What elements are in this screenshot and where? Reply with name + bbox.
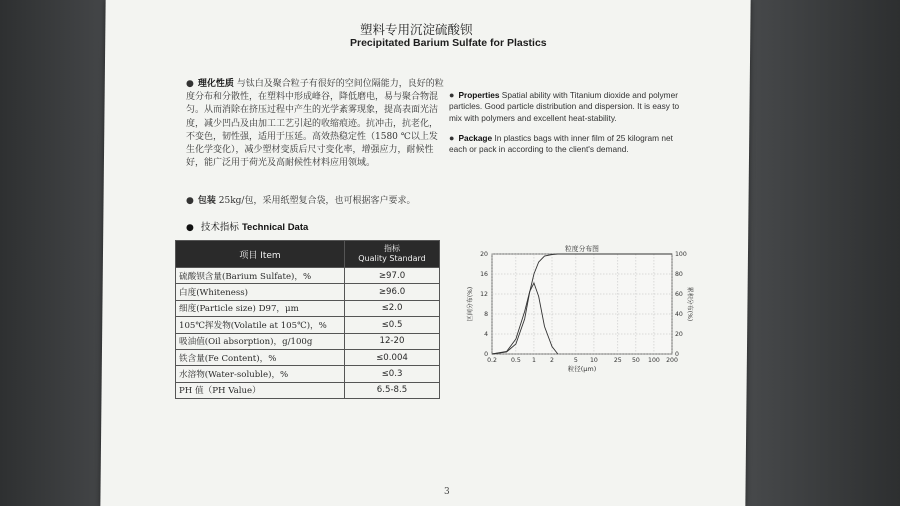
title-english: Precipitated Barium Sulfate for Plastics — [350, 37, 547, 49]
technical-data-table — [175, 240, 440, 399]
plot-area — [492, 254, 672, 354]
y-right-tick-label: 20 — [675, 331, 683, 338]
spec-name: 硫酸钡含量(Barium Sulfate)，% — [176, 268, 345, 284]
properties-chinese — [186, 78, 444, 170]
package-chinese — [186, 193, 415, 206]
x-tick-label: 1 — [531, 357, 536, 364]
bullet-icon: ● — [186, 223, 194, 233]
y-right-axis-label: 累积分布(%) — [686, 286, 693, 322]
y-left-tick-label: 12 — [480, 291, 488, 298]
bullet-icon: ● — [449, 132, 455, 143]
table-header-standard — [345, 241, 440, 268]
properties-cn-label: 理化性质 — [197, 79, 234, 89]
x-tick-label: 0.5 — [510, 357, 521, 364]
y-right-tick-label: 100 — [675, 251, 687, 258]
spec-value: ≥97.0 — [345, 268, 440, 284]
spec-name: 铁含量(Fe Content)，% — [176, 349, 345, 365]
table-header-item: 项目 Item — [176, 241, 345, 268]
spec-value: ≥96.0 — [345, 284, 440, 300]
english-block — [449, 90, 689, 155]
table-row — [176, 333, 440, 349]
bullet-icon: ● — [449, 90, 455, 100]
table-row — [176, 366, 440, 382]
spec-value: ≤2.0 — [345, 300, 440, 316]
package-en-label: Package — [458, 132, 493, 143]
spec-name: 105℃挥发物(Volatile at 105℃)，% — [176, 317, 345, 333]
properties-english — [449, 90, 689, 124]
spec-name: 细度(Particle size) D97，μm — [176, 300, 345, 316]
y-left-tick-label: 8 — [484, 311, 488, 318]
spec-name: PH 值（PH Value） — [176, 382, 345, 398]
properties-en-label: Properties — [458, 90, 500, 100]
x-tick-label: 2 — [550, 357, 554, 364]
spec-name: 白度(Whiteness) — [176, 284, 345, 300]
properties-cn-text: 与钛白及聚合粒子有很好的空间位隔能力，良好的粒度分布和分散性，在塑料中形成峰谷，降低磨电，易与聚合物混匀。从而消除在挤压过程中产生的光学紊雾现象，提高表面光洁度，减少凹凸及由加工工艺引起的收缩痕迹。抗冲击，抗老化，不变色，韧性强，适用于压延。高效热稳定性（1580 ℃以上发生化学变化），减少塑材变质后尺寸变化率，增强应力，耐候性好，能广泛用于荷光及高耐候性材料应用领域。 — [186, 79, 444, 169]
tech-label-cn: 技术指标 — [200, 222, 239, 233]
package-en-text: In plastics bags with inner film of 25 kilogram net each or pack in according to the client's demand. — [449, 132, 673, 155]
y-left-tick-label: 20 — [480, 251, 488, 258]
spec-value: ≤0.5 — [345, 317, 440, 333]
bullet-icon: ● — [186, 196, 194, 206]
table-row — [176, 349, 440, 365]
spec-value: ≤0.3 — [345, 366, 440, 382]
page-number: 3 — [444, 487, 450, 497]
x-tick-label: 5 — [573, 357, 578, 364]
spec-name: 水溶物(Water-soluble)，% — [176, 366, 345, 382]
x-tick-label: 50 — [631, 357, 640, 364]
table-row — [176, 300, 440, 316]
y-right-tick-label: 40 — [675, 311, 683, 318]
spec-value: 6.5-8.5 — [345, 382, 440, 398]
table-row — [176, 317, 440, 333]
chart-title: 粒度分布图 — [565, 245, 599, 253]
technical-data-heading — [186, 219, 308, 233]
table-row — [176, 382, 440, 398]
spec-value: ≤0.004 — [345, 349, 440, 365]
spec-value: 12-20 — [345, 333, 440, 349]
package-english — [449, 133, 689, 156]
y-right-tick-label: 80 — [675, 271, 683, 278]
spec-name: 吸油值(Oil absorption)，g/100g — [176, 333, 345, 349]
table-row — [176, 284, 440, 300]
y-left-tick-label: 4 — [484, 331, 488, 338]
properties-en-text: Spatial ability with Titanium dioxide and polymer particles. Good particle distribution and dispersion. It is easy to mix with polymers and excellent heat-stability. — [449, 90, 680, 123]
package-cn-text: 25kg/包，采用纸塑复合袋，也可根据客户要求。 — [218, 196, 416, 206]
x-tick-label: 0.2 — [487, 357, 497, 364]
x-tick-label: 10 — [590, 357, 598, 364]
y-right-tick-label: 0 — [675, 351, 679, 358]
y-left-tick-label: 0 — [484, 351, 488, 358]
package-cn-label: 包装 — [197, 196, 216, 206]
y-right-tick-label: 60 — [675, 291, 683, 298]
table-row — [176, 268, 440, 284]
y-left-axis-label: 区间分布(%) — [467, 286, 474, 322]
x-tick-label: 100 — [648, 357, 660, 364]
x-tick-label: 25 — [613, 357, 622, 364]
header-std-en: Quality Standard — [358, 254, 426, 263]
desk-right — [730, 0, 900, 506]
header-std-cn: 指标 — [384, 244, 400, 253]
particle-size-chart — [460, 242, 693, 382]
x-tick-label: 200 — [666, 357, 678, 364]
title-chinese: 塑料专用沉淀硫酸钡 — [360, 22, 473, 37]
tech-label-en: Technical Data — [241, 222, 309, 233]
y-left-tick-label: 16 — [480, 271, 488, 278]
x-axis-label: 粒径(μm) — [567, 365, 597, 373]
bullet-icon: ● — [186, 79, 194, 89]
